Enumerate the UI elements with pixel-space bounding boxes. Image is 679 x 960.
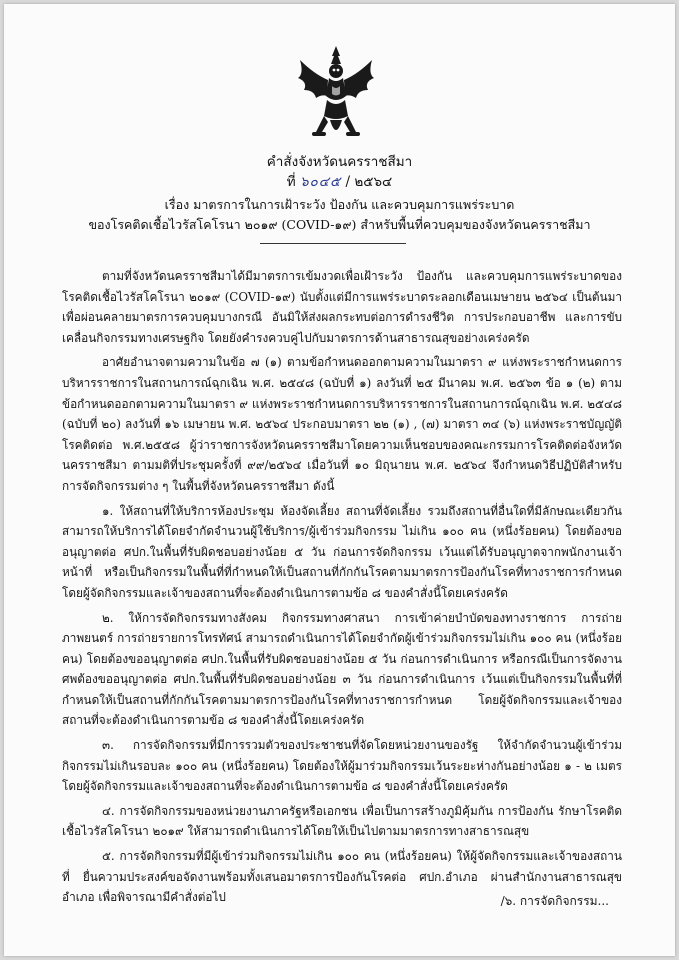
paragraph-item-2: ๒. ให้การจัดกิจกรรมทางสังคม กิจกรรมทางศาสนา การเข้าค่ายบำบัดของทางราชการ การถ่ายภาพยนตร์ การถ่ายรายการโทรทัศน์ สามารถดำเนินการได้โดยจำกัดผู้เข้าร่วมกิจกรรมไม่เกิน ๑๐๐ คน (หนึ่งร้อยคน) โดยต้องขออนุญาตต่อ ศปก.ในพื้นที่รับผิดชอบอย่างน้อย ๕ วัน ก่อนการดำเนินการ หรือกรณีเป็นการจัดงานศพต้องขออนุญาตต่อ ศปก.ในพื้นที่รับผิดชอบอย่างน้อย ๓ วัน ก่อนการดำเนินการ เว้นแต่เป็นกิจกรรมในพื้นที่ที่กำหนดให้เป็นสถานที่กักกันโรคตามมาตรการป้องกันโรคที่ทางราชการกำหนด โดยผู้จัดกิจกรรมและเจ้าของสถานที่จะต้องดำเนินการตามข้อ ๘ ของคำสั่งนี้โดยเคร่งครัด xyxy=(62,610,622,728)
order-subject-line-1: เรื่อง มาตรการในการเฝ้าระวัง ป้องกัน และควบคุมการแพร่ระบาด xyxy=(164,197,515,212)
order-number xyxy=(4,170,675,192)
paragraph-authority: อาศัยอำนาจตามความในข้อ ๗ (๑) ตามข้อกำหนดออกตามความในมาตรา ๙ แห่งพระราชกำหนดการบริหารราชการในสถานการณ์ฉุกเฉิน พ.ศ. ๒๕๔๘ (ฉบับที่ ๑) ลงวันที่ ๒๕ มีนาคม พ.ศ. ๒๕๖๓ ข้อ ๑ (๒) ตามข้อกำหนดออกตามความในมาตรา ๙ แห่งพระราชกำหนดการบริหารราชการในสถานการณ์ฉุกเฉิน พ.ศ. ๒๕๔๘ (ฉบับที่ ๒๐) ลงวันที่ ๑๖ เมษายน พ.ศ. ๒๕๖๔ ประกอบมาตรา ๒๒ (๑) , (๗) มาตรา ๓๔ (๖) แห่งพระราชบัญญัติโรคติดต่อ พ.ศ.๒๕๕๘ ผู้ว่าราชการจังหวัดนครราชสีมาโดยความเห็นชอบของคณะกรรมการโรคติดต่อจังหวัดนครราชสีมา ตามมติที่ประชุมครั้งที่ ๙๙/๒๕๖๔ เมื่อวันที่ ๑๐ มิถุนายน พ.ศ. ๒๕๖๔ จึงกำหนดวิธีปฏิบัติสำหรับการจัดกิจกรรมต่าง ๆ ในพื้นที่จังหวัดนครราชสีมา ดังนี้ xyxy=(62,355,622,493)
order-number-handwritten: ๖๐๔๕ xyxy=(299,174,342,190)
continuation-note: /๖. การจัดกิจกรรม... xyxy=(500,894,609,908)
document-body xyxy=(62,266,622,912)
order-number-prefix: ที่ xyxy=(286,174,296,190)
paragraph-item-5: ๕. การจัดกิจกรรมที่มีผู้เข้าร่วมกิจกรรมไม่เกิน ๑๐๐ คน (หนึ่งร้อยคน) ให้ผู้จัดกิจกรรมและเจ้าของสถานที่ ยื่นความประสงค์ขอจัดงานพร้อมทั้งเสนอมาตรการป้องกันโรคต่อ ศปก.อำเภอ ผ่านสำนักงานสาธารณสุขอำเภอ เพื่อพิจารณามีคำสั่งต่อไป xyxy=(62,849,622,905)
header-divider xyxy=(260,243,406,244)
paragraph-item-1: ๑. ให้สถานที่ให้บริการห้องประชุม ห้องจัดเลี้ยง สถานที่จัดเลี้ยง รวมถึงสถานที่อื่นใดที่มีลักษณะเดียวกัน สามารถให้บริการได้โดยจำกัดจำนวนผู้ใช้บริการ/ผู้เข้าร่วมกิจกรรม ไม่เกิน ๑๐๐ คน (หนึ่งร้อยคน) โดยต้องขออนุญาตต่อ ศปก.ในพื้นที่รับผิดชอบอย่างน้อย ๕ วัน ก่อนการจัดกิจกรรม เว้นแต่ได้รับอนุญาตจากพนักงานเจ้าหน้าที่ หรือเป็นกิจกรรมในพื้นที่ที่กำหนดให้เป็นสถานที่กักกันโรคตามมาตรการป้องกันโรคที่ทางราชการกำหนด โดยผู้จัดกิจกรรมและเจ้าของสถานที่จะต้องดำเนินการตามข้อ ๘ ของคำสั่งนี้โดยเคร่งครัด xyxy=(62,503,622,600)
order-title: คำสั่งจังหวัดนครราชสีมา xyxy=(266,154,413,170)
order-subject-line-2: ของโรคติดเชื้อไวรัสโคโรนา ๒๐๑๙ (COVID-๑๙) สำหรับพื้นที่ควบคุมของจังหวัดนครราชสีมา xyxy=(88,217,591,232)
document-page xyxy=(4,4,675,956)
paragraph-item-4: ๔. การจัดกิจกรรมของหน่วยงานภาครัฐหรือเอกชน เพื่อเป็นการสร้างภูมิคุ้มกัน การป้องกัน รักษาโรคติดเชื้อไวรัสโคโรนา ๒๐๑๙ ให้สามารถดำเนินการได้โดยให้เป็นไปตามมาตรการทางสาธารณสุข xyxy=(62,803,622,839)
garuda-emblem-icon xyxy=(294,44,378,144)
order-number-suffix: / ๒๕๖๔ xyxy=(345,174,393,190)
paragraph-item-3: ๓. การจัดกิจกรรมที่มีการรวมตัวของประชาชนที่จัดโดยหน่วยงานของรัฐ ให้จำกัดจำนวนผู้เข้าร่วมกิจกรรมไม่เกินรอบละ ๑๐๐ คน (หนึ่งร้อยคน) โดยต้องให้ผู้มาร่วมกิจกรรมเว้นระยะห่างกันอย่างน้อย ๑ - ๒ เมตร โดยผู้จัดกิจกรรมและเจ้าของสถานที่จะต้องดำเนินการตามข้อ ๘ ของคำสั่งนี้โดยเคร่งครัด xyxy=(62,738,622,794)
paragraph-intro: ตามที่จังหวัดนครราชสีมาได้มีมาตรการเข้มงวดเพื่อเฝ้าระวัง ป้องกัน และควบคุมการแพร่ระบาดของโรคติดเชื้อไวรัสโคโรนา ๒๐๑๙ (COVID-๑๙) นับตั้งแต่มีการแพร่ระบาดระลอกเดือนเมษายน ๒๕๖๔ เป็นต้นมา เพื่อผ่อนคลายมาตรการควบคุมบางกรณี อันมิให้ส่งผลกระทบต่อการดำรงชีวิต การประกอบอาชีพ และการขับเคลื่อนกิจกรรมทางเศรษฐกิจ โดยยังคำรงควบคู่ไปกับมาตรการด้านสาธารณสุขอย่างเคร่งครัด xyxy=(62,269,622,345)
